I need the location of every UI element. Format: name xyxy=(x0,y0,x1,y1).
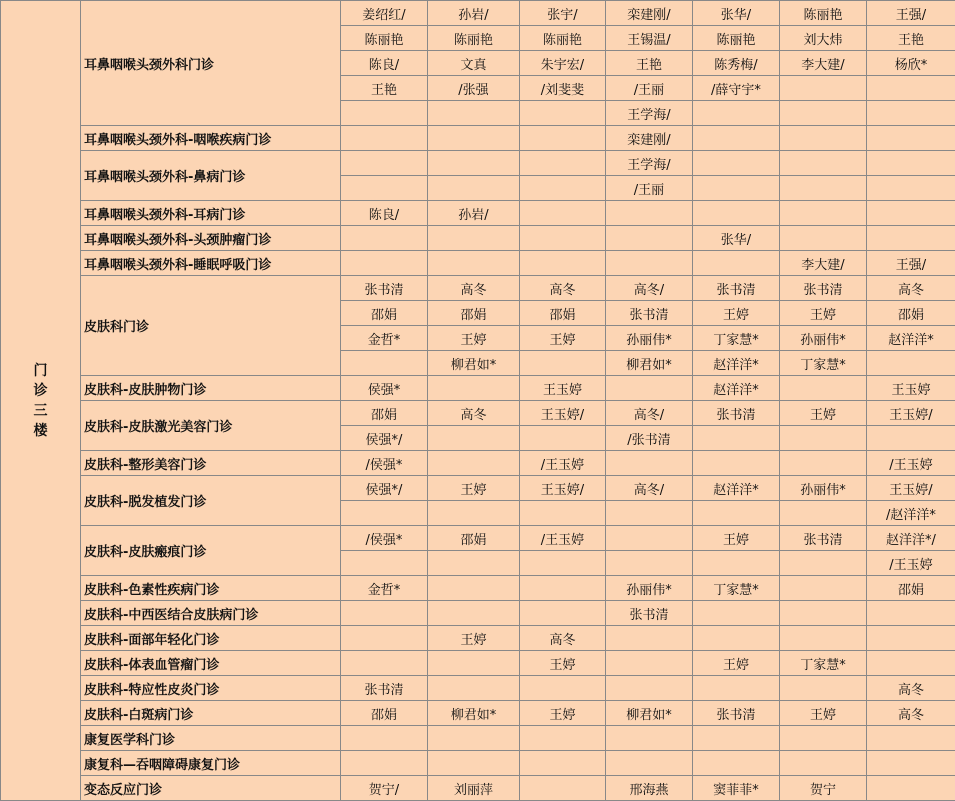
table-row xyxy=(1,226,955,251)
doctor-cell: 赵洋洋* xyxy=(693,376,780,401)
doctor-cell: 柳君如* xyxy=(606,351,693,376)
doctor-cell: 王玉婷/ xyxy=(867,401,955,426)
doctor-cell xyxy=(520,251,606,276)
doctor-cell: 侯强*/ xyxy=(341,476,428,501)
doctor-cell xyxy=(520,426,606,451)
doctor-cell xyxy=(780,126,867,151)
doctor-cell xyxy=(606,251,693,276)
doctor-cell xyxy=(520,151,606,176)
doctor-cell xyxy=(341,226,428,251)
doctor-cell xyxy=(428,151,520,176)
doctor-cell xyxy=(693,426,780,451)
doctor-cell: 赵洋洋*/ xyxy=(867,526,955,551)
doctor-cell: /张书清 xyxy=(606,426,693,451)
doctor-cell: 文真 xyxy=(428,51,520,76)
doctor-cell xyxy=(867,76,955,101)
doctor-cell xyxy=(341,551,428,576)
doctor-cell: 孙丽伟* xyxy=(606,576,693,601)
doctor-cell xyxy=(867,126,955,151)
doctor-cell: 高冬 xyxy=(520,626,606,651)
doctor-cell xyxy=(606,226,693,251)
doctor-cell: 赵洋洋* xyxy=(693,351,780,376)
doctor-cell xyxy=(693,551,780,576)
doctor-cell: 王婷 xyxy=(780,401,867,426)
floor-label xyxy=(1,1,81,801)
department-name: 康复医学科门诊 xyxy=(81,726,341,751)
doctor-cell xyxy=(867,651,955,676)
doctor-cell xyxy=(520,351,606,376)
doctor-cell xyxy=(341,101,428,126)
doctor-cell: 高冬 xyxy=(428,276,520,301)
doctor-cell xyxy=(428,376,520,401)
doctor-cell: 陈良/ xyxy=(341,201,428,226)
doctor-cell: 高冬 xyxy=(867,701,955,726)
doctor-cell: /薛守宇* xyxy=(693,76,780,101)
doctor-cell: 张书清 xyxy=(606,601,693,626)
doctor-cell xyxy=(693,151,780,176)
doctor-cell xyxy=(341,251,428,276)
doctor-cell: 丁家慧* xyxy=(780,651,867,676)
doctor-cell: 王锡温/ xyxy=(606,26,693,51)
doctor-cell: /王玉婷 xyxy=(520,451,606,476)
doctor-cell xyxy=(520,176,606,201)
doctor-cell: 姜绍红/ xyxy=(341,1,428,26)
doctor-cell: 贺宁 xyxy=(780,776,867,801)
doctor-cell xyxy=(520,501,606,526)
doctor-cell: 柳君如* xyxy=(428,701,520,726)
doctor-cell: 张华/ xyxy=(693,1,780,26)
doctor-cell: 邵娟 xyxy=(867,576,955,601)
doctor-cell xyxy=(520,676,606,701)
table-row xyxy=(1,476,955,501)
department-name: 皮肤科-中西医结合皮肤病门诊 xyxy=(81,601,341,626)
doctor-cell: 邵娟 xyxy=(428,526,520,551)
department-name: 皮肤科-皮肤激光美容门诊 xyxy=(81,401,341,451)
doctor-cell xyxy=(341,751,428,776)
doctor-cell xyxy=(780,501,867,526)
doctor-cell xyxy=(341,351,428,376)
doctor-cell xyxy=(428,251,520,276)
table-row xyxy=(1,251,955,276)
doctor-cell xyxy=(520,726,606,751)
doctor-cell xyxy=(780,176,867,201)
doctor-cell: 王玉婷 xyxy=(520,376,606,401)
doctor-cell: /王玉婷 xyxy=(520,526,606,551)
doctor-cell: 李大建/ xyxy=(780,51,867,76)
doctor-cell xyxy=(341,151,428,176)
doctor-cell: 孙岩/ xyxy=(428,201,520,226)
doctor-cell xyxy=(780,751,867,776)
doctor-cell: 孙岩/ xyxy=(428,1,520,26)
department-name: 皮肤科-白斑病门诊 xyxy=(81,701,341,726)
doctor-cell xyxy=(428,426,520,451)
department-name: 皮肤科-整形美容门诊 xyxy=(81,451,341,476)
doctor-cell xyxy=(341,651,428,676)
doctor-cell: 杨欣* xyxy=(867,51,955,76)
doctor-cell: 邵娟 xyxy=(341,401,428,426)
doctor-cell: 王艳 xyxy=(606,51,693,76)
doctor-cell xyxy=(867,201,955,226)
department-name: 耳鼻咽喉头颈外科-睡眠呼吸门诊 xyxy=(81,251,341,276)
doctor-cell: 陈丽艳 xyxy=(780,1,867,26)
department-name: 皮肤科-皮肤肿物门诊 xyxy=(81,376,341,401)
table-row xyxy=(1,126,955,151)
doctor-cell: 赵洋洋* xyxy=(693,476,780,501)
doctor-cell: 王玉婷/ xyxy=(867,476,955,501)
doctor-cell: 高冬/ xyxy=(606,401,693,426)
doctor-cell: 张书清 xyxy=(693,701,780,726)
doctor-cell: 王玉婷/ xyxy=(520,476,606,501)
doctor-cell xyxy=(606,551,693,576)
doctor-cell: /王玉婷 xyxy=(867,551,955,576)
doctor-cell: 陈秀梅/ xyxy=(693,51,780,76)
department-name: 皮肤科门诊 xyxy=(81,276,341,376)
doctor-cell xyxy=(693,676,780,701)
table-row xyxy=(1,1,955,26)
doctor-cell xyxy=(428,226,520,251)
doctor-cell xyxy=(341,501,428,526)
doctor-cell xyxy=(606,501,693,526)
table-row xyxy=(1,276,955,301)
doctor-cell: /侯强* xyxy=(341,526,428,551)
doctor-cell: 柳君如* xyxy=(606,701,693,726)
doctor-cell: 张书清 xyxy=(341,276,428,301)
doctor-cell xyxy=(520,126,606,151)
doctor-cell: 张书清 xyxy=(606,301,693,326)
doctor-cell xyxy=(780,376,867,401)
doctor-cell xyxy=(606,626,693,651)
doctor-cell xyxy=(780,551,867,576)
doctor-cell xyxy=(520,226,606,251)
doctor-cell: 邵娟 xyxy=(520,301,606,326)
doctor-cell: 陈丽艳 xyxy=(693,26,780,51)
doctor-cell: 李大建/ xyxy=(780,251,867,276)
doctor-cell xyxy=(780,601,867,626)
doctor-cell: 陈丽艳 xyxy=(428,26,520,51)
doctor-cell: 高冬/ xyxy=(606,476,693,501)
doctor-cell xyxy=(693,176,780,201)
doctor-cell xyxy=(780,426,867,451)
table-row xyxy=(1,401,955,426)
department-name: 耳鼻咽喉头颈外科-耳病门诊 xyxy=(81,201,341,226)
doctor-cell xyxy=(428,726,520,751)
doctor-cell xyxy=(693,201,780,226)
doctor-cell xyxy=(867,751,955,776)
floor-label-char: 三 xyxy=(33,402,48,419)
doctor-cell: 王强/ xyxy=(867,251,955,276)
doctor-cell xyxy=(606,451,693,476)
doctor-cell: 王学海/ xyxy=(606,151,693,176)
doctor-cell: 高冬/ xyxy=(606,276,693,301)
doctor-cell xyxy=(520,201,606,226)
doctor-cell xyxy=(520,551,606,576)
doctor-cell: 高冬 xyxy=(867,676,955,701)
doctor-cell: /王玉婷 xyxy=(867,451,955,476)
doctor-cell xyxy=(606,201,693,226)
doctor-cell: 金哲* xyxy=(341,576,428,601)
doctor-cell: /王丽 xyxy=(606,176,693,201)
doctor-cell xyxy=(341,626,428,651)
department-name: 皮肤科-面部年轻化门诊 xyxy=(81,626,341,651)
doctor-cell xyxy=(606,751,693,776)
doctor-cell: 王婷 xyxy=(520,651,606,676)
doctor-cell xyxy=(693,726,780,751)
doctor-cell: 高冬 xyxy=(520,276,606,301)
doctor-cell xyxy=(867,776,955,801)
doctor-cell: 王艳 xyxy=(341,76,428,101)
doctor-cell: /张强 xyxy=(428,76,520,101)
doctor-cell: 张书清 xyxy=(341,676,428,701)
doctor-cell: 孙丽伟* xyxy=(780,326,867,351)
department-name: 皮肤科-体表血管瘤门诊 xyxy=(81,651,341,676)
department-name: 耳鼻咽喉头颈外科门诊 xyxy=(81,1,341,126)
doctor-cell xyxy=(780,576,867,601)
table-row xyxy=(1,676,955,701)
doctor-cell: 王婷 xyxy=(780,701,867,726)
doctor-cell xyxy=(867,226,955,251)
doctor-cell xyxy=(520,576,606,601)
department-name: 皮肤科-色素性疾病门诊 xyxy=(81,576,341,601)
doctor-cell: 邢海燕 xyxy=(606,776,693,801)
doctor-cell: 王艳 xyxy=(867,26,955,51)
doctor-cell xyxy=(428,576,520,601)
doctor-cell: 王学海/ xyxy=(606,101,693,126)
doctor-cell xyxy=(428,501,520,526)
doctor-cell: 栾建刚/ xyxy=(606,1,693,26)
department-name: 耳鼻咽喉头颈外科-鼻病门诊 xyxy=(81,151,341,201)
doctor-cell: 王婷 xyxy=(428,476,520,501)
doctor-cell xyxy=(341,126,428,151)
doctor-cell xyxy=(693,626,780,651)
table-row xyxy=(1,601,955,626)
doctor-cell xyxy=(520,101,606,126)
doctor-cell xyxy=(428,676,520,701)
table-row xyxy=(1,576,955,601)
doctor-cell: 张书清 xyxy=(693,276,780,301)
doctor-cell: 张书清 xyxy=(693,401,780,426)
table-row xyxy=(1,526,955,551)
doctor-cell: 柳君如* xyxy=(428,351,520,376)
doctor-cell xyxy=(520,601,606,626)
doctor-cell: 丁家慧* xyxy=(780,351,867,376)
doctor-cell xyxy=(867,101,955,126)
doctor-cell: 王婷 xyxy=(428,626,520,651)
floor-label-char: 门 xyxy=(33,362,48,379)
table-row xyxy=(1,726,955,751)
doctor-cell: 高冬 xyxy=(428,401,520,426)
doctor-cell: 朱宇宏/ xyxy=(520,51,606,76)
doctor-cell: /赵洋洋* xyxy=(867,501,955,526)
doctor-cell: 张华/ xyxy=(693,226,780,251)
doctor-cell: 王强/ xyxy=(867,1,955,26)
doctor-cell: 金哲* xyxy=(341,326,428,351)
doctor-cell: 王玉婷/ xyxy=(520,401,606,426)
doctor-cell xyxy=(780,676,867,701)
table-row xyxy=(1,776,955,801)
doctor-cell xyxy=(428,651,520,676)
doctor-cell xyxy=(428,551,520,576)
table-row xyxy=(1,201,955,226)
doctor-cell: /刘斐斐 xyxy=(520,76,606,101)
doctor-cell: 丁家慧* xyxy=(693,326,780,351)
doctor-cell xyxy=(867,176,955,201)
doctor-cell: 孙丽伟* xyxy=(780,476,867,501)
doctor-cell: 陈良/ xyxy=(341,51,428,76)
table-row xyxy=(1,626,955,651)
doctor-cell: /侯强* xyxy=(341,451,428,476)
doctor-cell xyxy=(693,501,780,526)
doctor-cell: 侯强*/ xyxy=(341,426,428,451)
doctor-cell xyxy=(428,751,520,776)
doctor-cell xyxy=(428,176,520,201)
doctor-cell: 孙丽伟* xyxy=(606,326,693,351)
doctor-cell xyxy=(693,126,780,151)
doctor-cell xyxy=(606,376,693,401)
department-name: 变态反应门诊 xyxy=(81,776,341,801)
doctor-cell xyxy=(520,776,606,801)
doctor-cell xyxy=(520,751,606,776)
table-row xyxy=(1,376,955,401)
doctor-cell: 王婷 xyxy=(520,326,606,351)
doctor-cell xyxy=(606,726,693,751)
doctor-cell: 王婷 xyxy=(693,301,780,326)
doctor-cell xyxy=(341,601,428,626)
doctor-cell xyxy=(428,101,520,126)
doctor-cell xyxy=(341,726,428,751)
department-name: 皮肤科-皮肤瘢痕门诊 xyxy=(81,526,341,576)
doctor-cell xyxy=(780,226,867,251)
table-row xyxy=(1,701,955,726)
doctor-cell xyxy=(606,676,693,701)
doctor-cell: 张书清 xyxy=(780,526,867,551)
doctor-cell xyxy=(428,601,520,626)
department-name: 耳鼻咽喉头颈外科-头颈肿瘤门诊 xyxy=(81,226,341,251)
doctor-cell: 王婷 xyxy=(428,326,520,351)
doctor-cell xyxy=(780,201,867,226)
doctor-cell: 高冬 xyxy=(867,276,955,301)
doctor-cell xyxy=(341,176,428,201)
doctor-cell xyxy=(693,101,780,126)
doctor-cell xyxy=(693,251,780,276)
doctor-cell xyxy=(428,451,520,476)
doctor-cell xyxy=(867,726,955,751)
table-row xyxy=(1,751,955,776)
department-name: 康复科—吞咽障碍康复门诊 xyxy=(81,751,341,776)
doctor-cell: 王婷 xyxy=(693,526,780,551)
doctor-cell xyxy=(780,101,867,126)
doctor-cell xyxy=(867,626,955,651)
doctor-cell xyxy=(780,451,867,476)
doctor-cell xyxy=(693,751,780,776)
doctor-cell xyxy=(693,451,780,476)
doctor-cell: 陈丽艳 xyxy=(520,26,606,51)
doctor-cell: 邵娟 xyxy=(867,301,955,326)
floor-label-char: 诊 xyxy=(33,382,48,399)
doctor-cell xyxy=(780,626,867,651)
doctor-cell: 刘丽萍 xyxy=(428,776,520,801)
doctor-cell: 陈丽艳 xyxy=(341,26,428,51)
department-name: 皮肤科-脱发植发门诊 xyxy=(81,476,341,526)
doctor-cell: 王玉婷 xyxy=(867,376,955,401)
doctor-cell xyxy=(780,151,867,176)
table-row xyxy=(1,451,955,476)
department-name: 耳鼻咽喉头颈外科-咽喉疾病门诊 xyxy=(81,126,341,151)
doctor-cell: 王婷 xyxy=(693,651,780,676)
floor-label-char: 楼 xyxy=(33,422,48,439)
doctor-cell: 张宇/ xyxy=(520,1,606,26)
doctor-cell xyxy=(867,151,955,176)
doctor-cell: /王丽 xyxy=(606,76,693,101)
doctor-cell: 赵洋洋* xyxy=(867,326,955,351)
doctor-cell xyxy=(780,76,867,101)
doctor-cell: 邵娟 xyxy=(428,301,520,326)
doctor-cell: 丁家慧* xyxy=(693,576,780,601)
doctor-cell: 窦菲菲* xyxy=(693,776,780,801)
table-row xyxy=(1,151,955,176)
doctor-cell xyxy=(693,601,780,626)
doctor-cell: 贺宁/ xyxy=(341,776,428,801)
doctor-cell xyxy=(606,651,693,676)
doctor-cell: 邵娟 xyxy=(341,701,428,726)
doctor-cell: 王婷 xyxy=(520,701,606,726)
doctor-cell xyxy=(428,126,520,151)
doctor-cell: 栾建刚/ xyxy=(606,126,693,151)
doctor-cell xyxy=(780,726,867,751)
doctor-cell xyxy=(867,601,955,626)
doctor-cell: 王婷 xyxy=(780,301,867,326)
doctor-cell: 邵娟 xyxy=(341,301,428,326)
table-row xyxy=(1,651,955,676)
doctor-cell xyxy=(867,426,955,451)
doctor-cell xyxy=(867,351,955,376)
doctor-cell: 张书清 xyxy=(780,276,867,301)
doctor-cell xyxy=(606,526,693,551)
department-name: 皮肤科-特应性皮炎门诊 xyxy=(81,676,341,701)
doctor-cell: 侯强* xyxy=(341,376,428,401)
doctor-cell: 刘大炜 xyxy=(780,26,867,51)
